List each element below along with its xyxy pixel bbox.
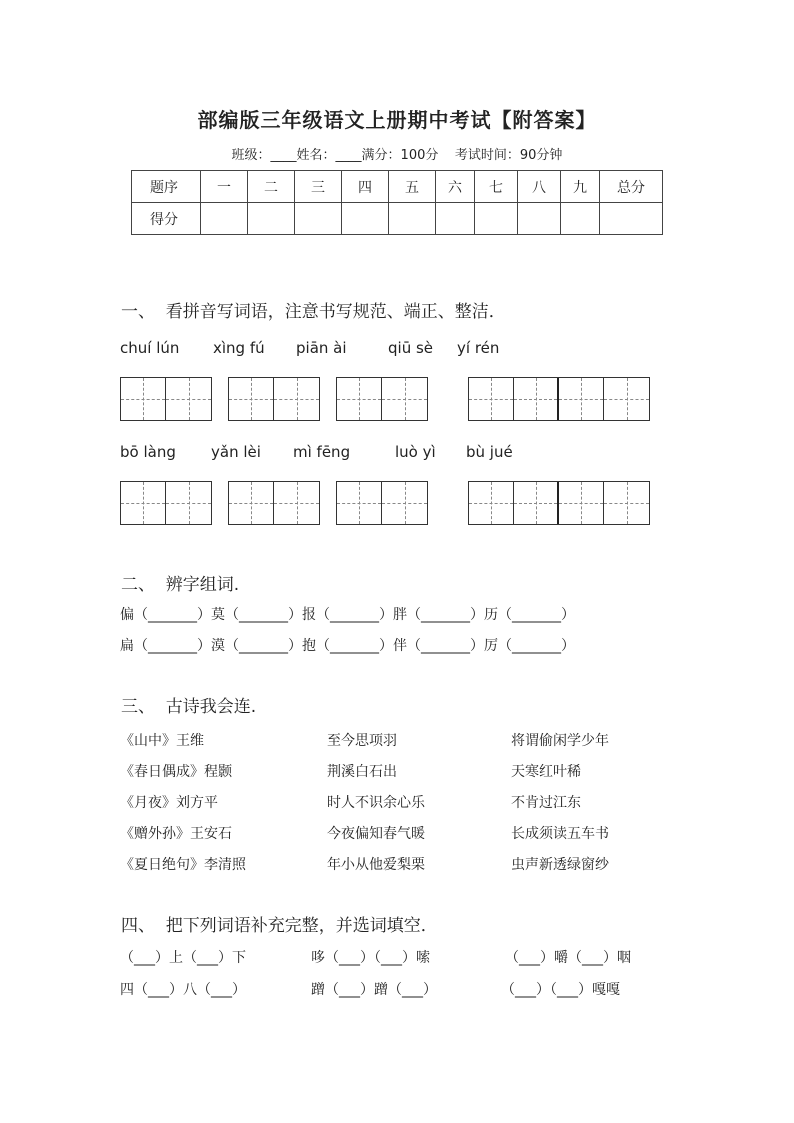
header-cell: 总分 bbox=[600, 171, 663, 203]
pinyin-label: yǎn lèi bbox=[211, 443, 261, 461]
idiom-fill[interactable]: （___）上（___）下 bbox=[120, 950, 246, 966]
writing-grid[interactable] bbox=[336, 481, 428, 525]
header-cell: 四 bbox=[342, 171, 389, 203]
header-cell: 五 bbox=[389, 171, 436, 203]
section2-heading: 二、 辨字组词. bbox=[121, 575, 240, 595]
poem-line[interactable]: 长成须读五车书 bbox=[511, 826, 609, 842]
score-cell[interactable] bbox=[518, 203, 561, 235]
writing-grid[interactable] bbox=[228, 377, 320, 421]
score-cell[interactable] bbox=[436, 203, 475, 235]
idiom-fill[interactable]: （___）（___）嘎嘎 bbox=[501, 982, 620, 998]
pinyin-label: bù jué bbox=[466, 443, 513, 461]
header-cell: 七 bbox=[475, 171, 518, 203]
section4-heading: 四、 把下列词语补充完整，并选词填空． bbox=[121, 916, 438, 936]
section3-heading: 三、 古诗我会连. bbox=[121, 697, 257, 717]
idiom-fill[interactable]: （___）嚼（___）咽 bbox=[505, 950, 631, 966]
pinyin-label: piān ài bbox=[296, 339, 347, 357]
header-cell: 六 bbox=[436, 171, 475, 203]
exam-info-line: 班级：____姓名：____满分：100分 考试时间：90分钟 bbox=[231, 148, 563, 163]
writing-grid[interactable] bbox=[468, 481, 650, 525]
score-cell[interactable] bbox=[295, 203, 342, 235]
writing-grid[interactable] bbox=[336, 377, 428, 421]
header-cell: 题序 bbox=[132, 171, 201, 203]
score-cell[interactable] bbox=[475, 203, 518, 235]
score-table-score-row bbox=[132, 203, 663, 235]
pinyin-label: bō làng bbox=[120, 443, 176, 461]
poem-line[interactable]: 时人不识余心乐 bbox=[327, 795, 425, 811]
word-group-row-2[interactable]: 扁（_______）漠（_______）抱（_______）伴（_______）厉（_______） bbox=[120, 638, 575, 654]
poem-line[interactable]: 今夜偏知春气暖 bbox=[327, 826, 425, 842]
poem-title[interactable]: 《夏日绝句》李清照 bbox=[120, 857, 246, 873]
score-cell[interactable] bbox=[342, 203, 389, 235]
pinyin-label: mì fēng bbox=[293, 443, 351, 461]
word-group-row-1[interactable]: 偏（_______）莫（_______）报（_______）胖（_______）历（_______） bbox=[120, 607, 575, 623]
poem-line[interactable]: 荆溪白石出 bbox=[327, 764, 397, 780]
idiom-fill[interactable]: 蹭（___）蹭（___） bbox=[311, 982, 437, 998]
pinyin-label: luò yì bbox=[395, 443, 436, 461]
poem-title[interactable]: 《月夜》刘方平 bbox=[120, 795, 218, 811]
header-cell: 二 bbox=[248, 171, 295, 203]
writing-grid[interactable] bbox=[120, 481, 212, 525]
pinyin-label: xìng fú bbox=[213, 339, 265, 357]
writing-grid[interactable] bbox=[228, 481, 320, 525]
idiom-fill[interactable]: 四（___）八（___） bbox=[120, 982, 246, 998]
idiom-fill[interactable]: 哆（___）（___）嗦 bbox=[311, 950, 430, 966]
poem-line[interactable]: 至今思项羽 bbox=[327, 733, 397, 749]
writing-grid[interactable] bbox=[120, 377, 212, 421]
poem-title[interactable]: 《春日偶成》程颢 bbox=[120, 764, 232, 780]
header-cell: 一 bbox=[201, 171, 248, 203]
page-title: 部编版三年级语文上册期中考试【附答案】 bbox=[197, 108, 597, 132]
section1-heading: 一、 看拼音写词语，注意书写规范、端正、整洁． bbox=[121, 302, 506, 322]
score-row-label: 得分 bbox=[132, 203, 201, 235]
header-cell: 九 bbox=[561, 171, 600, 203]
writing-grid[interactable] bbox=[468, 377, 650, 421]
header-cell: 八 bbox=[518, 171, 561, 203]
pinyin-label: yí rén bbox=[457, 339, 500, 357]
poem-line[interactable]: 年小从他爱梨栗 bbox=[327, 857, 425, 873]
poem-line[interactable]: 将谓偷闲学少年 bbox=[511, 733, 609, 749]
poem-line[interactable]: 不肯过江东 bbox=[511, 795, 581, 811]
score-cell[interactable] bbox=[248, 203, 295, 235]
poem-line[interactable]: 虫声新透绿窗纱 bbox=[511, 857, 609, 873]
score-cell[interactable] bbox=[389, 203, 436, 235]
pinyin-label: qiū sè bbox=[388, 339, 434, 357]
score-table bbox=[131, 170, 663, 235]
poem-line[interactable]: 天寒红叶稀 bbox=[511, 764, 581, 780]
score-table-header-row bbox=[132, 171, 663, 203]
score-cell[interactable] bbox=[561, 203, 600, 235]
header-cell: 三 bbox=[295, 171, 342, 203]
score-cell[interactable] bbox=[201, 203, 248, 235]
poem-title[interactable]: 《赠外孙》王安石 bbox=[120, 826, 232, 842]
poem-title[interactable]: 《山中》王维 bbox=[120, 733, 204, 749]
score-cell[interactable] bbox=[600, 203, 663, 235]
pinyin-label: chuí lún bbox=[120, 339, 180, 357]
